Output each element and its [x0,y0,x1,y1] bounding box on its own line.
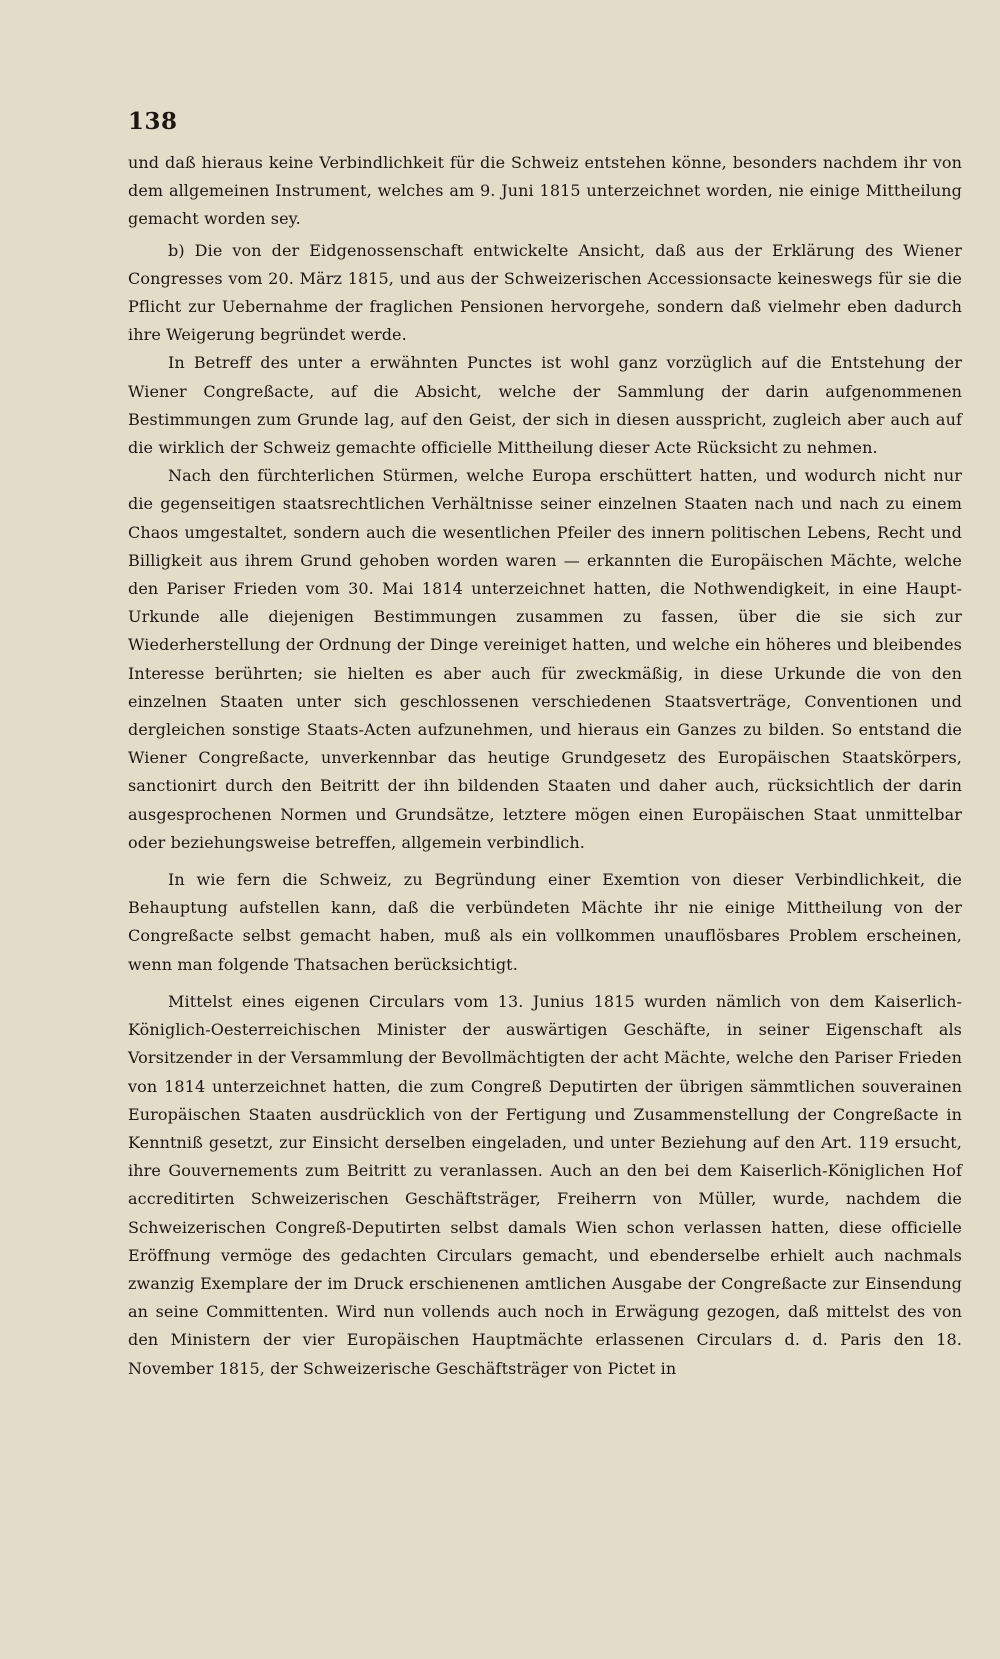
body-text [128,149,962,1383]
paragraph-mittelst: Mittelst eines eigenen Circulars vom 13. Junius 1815 wurden nämlich von dem Kaiserlich-Königlich-Oesterreichischen Minister der auswärtigen Geschäfte, in seiner Eigenschaft als Vorsitzender in der Versammlung der Bevollmächtigten der acht Mächte, welche den Pariser Frieden von 1814 unterzeichnet hatten, die zum Congreß Deputirten der übrigen sämmtlichen souverainen Europäischen Staaten ausdrücklich von der Fertigung und Zusammenstellung der Congreßacte in Kenntniß gesetzt, zur Einsicht derselben eingeladen, und unter Beziehung auf den Art. 119 ersucht, ihre Gouvernements zum Beitritt zu veranlassen. Auch an den bei dem Kaiserlich-Königlichen Hof accreditirten Schweizerischen Geschäftsträger, Freiherrn von Müller, wurde, nachdem die Schweizerischen Congreß-Deputirten selbst damals Wien schon verlassen hatten, diese officielle Eröffnung vermöge des gedachten Circulars gemacht, und ebenderselbe erhielt auch nachmals zwanzig Exemplare der im Druck erschienenen amtlichen Ausgabe der Congreßacte zur Einsendung an seine Committenten. Wird nun vollends auch noch in Erwägung gezogen, daß mittelst des von den Ministern der vier Europäischen Hauptmächte erlassenen Circulars d. d. Paris den 18. November 1815, der Schweizerische Geschäftsträger von Pictet in [128,991,962,1378]
paragraph-nach-den-stuermen: Nach den fürchterlichen Stürmen, welche Europa erschüttert hatten, und wodurch nicht nur die gegenseitigen staatsrechtlichen Verhältnisse seiner einzelnen Staaten nach und nach zu einem Chaos umgestaltet, sondern auch die wesentlichen Pfeiler des innern politischen Lebens, Recht und Billigkeit aus ihrem Grund gehoben worden waren — erkannten die Europäischen Mächte, welche den Pariser Frieden vom 30. Mai 1814 unterzeichnet hatten, die Nothwendigkeit, in eine Haupt-Urkunde alle diejenigen Bestimmungen zusammen zu fassen, über die sie sich zur Wiederherstellung der Ordnung der Dinge vereiniget hatten, und welche ein höheres und bleibendes Interesse berührten; sie hielten es aber auch für zweckmäßig, in diese Urkunde die von den einzelnen Staaten unter sich geschlossenen verschiedenen Staatsverträge, Conventionen und dergleichen sonstige Staats-Acten aufzunehmen, und hieraus ein Ganzes zu bilden. So entstand die Wiener Congreßacte, unverkennbar das heutige Grundgesetz des Europäischen Staatskörpers, sanctionirt durch den Beitritt der ihn bildenden Staaten und daher auch, rücksichtlich der darin ausgesprochenen Normen und Grundsätze, letztere mögen einen Europäischen Staat unmittelbar oder beziehungsweise betreffen, allgemein verbindlich. [128,466,962,852]
paragraph-betreff: In Betreff des unter a erwähnten Punctes ist wohl ganz vorzüglich auf die Entstehung der Wiener Congreßacte, auf die Absicht, welche der Sammlung der darin aufgenommenen Bestimmungen zum Grunde lag, auf den Geist, der sich in diesen ausspricht, zugleich aber auch auf die wirklich der Schweiz gemachte officielle Mittheilung dieser Acte Rücksicht zu nehmen. [128,353,962,458]
page-number: 138 [128,108,178,135]
paragraph-point-b: b) Die von der Eidgenossenschaft entwickelte Ansicht, daß aus der Erklärung des Wiener Congresses vom 20. März 1815, und aus der Schweizerischen Accessionsacte keineswegs für sie die Pflicht zur Uebernahme der fraglichen Pensionen hervorgehe, sondern daß vielmehr eben dadurch ihre Weigerung begründet werde. [128,240,962,345]
paragraph-in-wie-fern: In wie fern die Schweiz, zu Begründung einer Exemtion von dieser Verbindlichkeit, die Behauptung aufstellen kann, daß die verbündeten Mächte ihr nie einige Mittheilung von der Congreßacte selbst gemacht haben, muß als ein vollkommen unauflösbares Problem erscheinen, wenn man folgende Thatsachen berücksichtigt. [128,870,962,974]
paragraph-continuation: und daß hieraus keine Verbindlichkeit für die Schweiz entstehen könne, besonders nachdem ihr von dem allgemeinen Instrument, welches am 9. Juni 1815 unterzeichnet worden, nie einige Mittheilung gemacht worden sey. [128,153,962,229]
